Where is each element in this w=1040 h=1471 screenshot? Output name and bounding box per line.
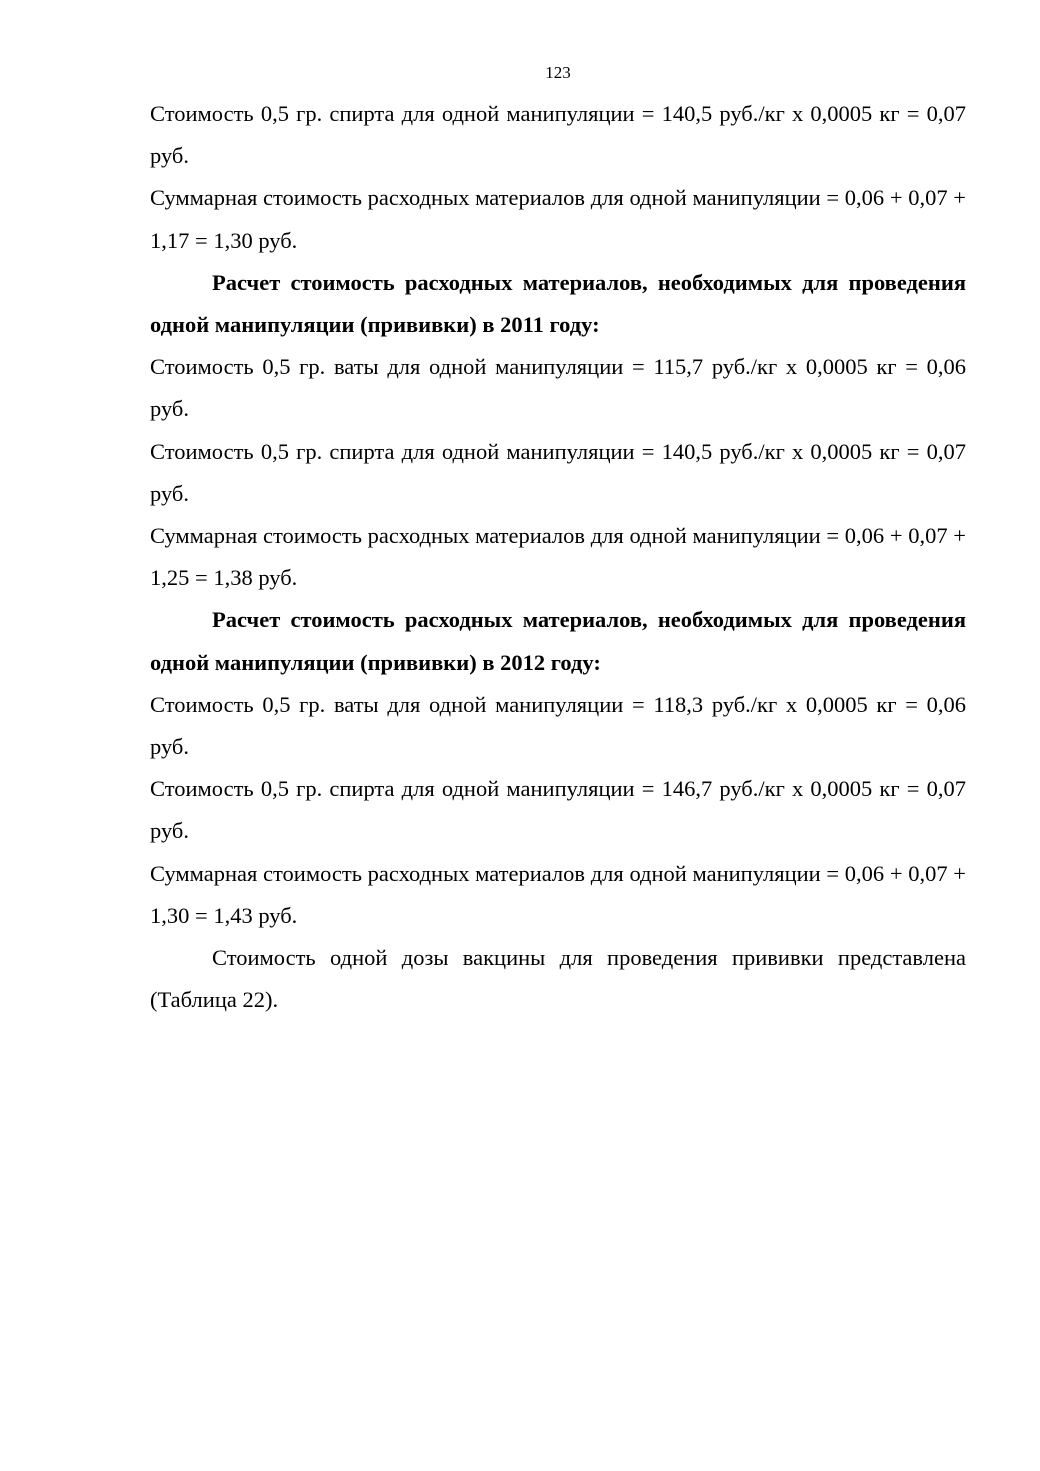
page-number: 123	[545, 63, 571, 82]
paragraph-alcohol-cost: Стоимость 0,5 гр. спирта для одной манипуляции = 140,5 руб./кг х 0,0005 кг = 0,07 руб.	[150, 101, 966, 169]
heading-2011: Расчет стоимость расходных материалов, необходимых для проведения одной манипуляции (прививки) в 2011 году:	[150, 269, 966, 338]
paragraph-total-cost-2012: Суммарная стоимость расходных материалов для одной манипуляции = 0,06 + 0,07 + 1,30 = 1,43 руб.	[150, 860, 966, 928]
page-body	[150, 93, 966, 1021]
paragraph-total-cost: Суммарная стоимость расходных материалов для одной манипуляции = 0,06 + 0,07 + 1,17 = 1,30 руб.	[150, 185, 966, 253]
paragraph-total-cost-2011: Суммарная стоимость расходных материалов для одной манипуляции = 0,06 + 0,07 + 1,25 = 1,38 руб.	[150, 523, 966, 591]
paragraph-cotton-cost-2011: Стоимость 0,5 гр. ваты для одной манипуляции = 115,7 руб./кг х 0,0005 кг = 0,06 руб.	[150, 354, 966, 422]
heading-2012: Расчет стоимость расходных материалов, необходимых для проведения одной манипуляции (прививки) в 2012 году:	[150, 607, 966, 675]
paragraph-alcohol-cost-2011: Стоимость 0,5 гр. спирта для одной манипуляции = 140,5 руб./кг х 0,0005 кг = 0,07 руб.	[150, 438, 966, 506]
paragraph-vaccine-dose-reference: Стоимость одной дозы вакцины для проведения прививки представлена (Таблица 22).	[150, 945, 966, 1013]
paragraph-cotton-cost-2012: Стоимость 0,5 гр. ваты для одной манипуляции = 118,3 руб./кг х 0,0005 кг = 0,06 руб.	[150, 691, 966, 760]
paragraph-alcohol-cost-2012: Стоимость 0,5 гр. спирта для одной манипуляции = 146,7 руб./кг х 0,0005 кг = 0,07 руб.	[150, 776, 966, 844]
